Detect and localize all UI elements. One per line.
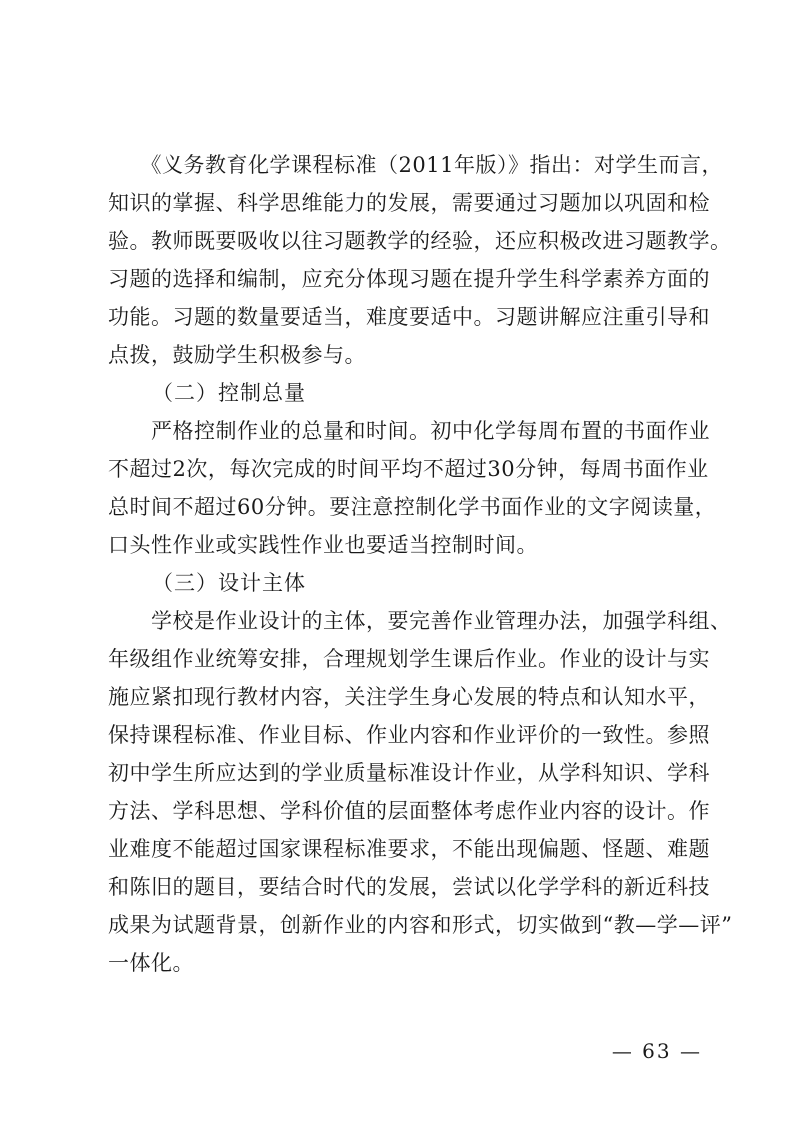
- paragraph-line: 学校是作业设计的主体，要完善作业管理办法，加强学科组、: [108, 609, 732, 633]
- paragraph-line: 和陈旧的题目，要结合时代的发展，尝试以化学学科的新近科技: [108, 875, 710, 899]
- paragraph-line: 保持课程标准、作业目标、作业内容和作业评价的一致性。参照: [108, 723, 710, 747]
- paragraph-line: 一体化。: [108, 951, 194, 975]
- paragraph-line: 功能。习题的数量要适当，难度要适中。习题讲解应注重引导和: [108, 305, 710, 329]
- paragraph-line: 不超过2次，每次完成的时间平均不超过30分钟，每周书面作业: [108, 457, 709, 481]
- paragraph-line: 点拨，鼓励学生积极参与。: [108, 343, 366, 367]
- page-number: — 63 —: [611, 1039, 702, 1063]
- paragraph-line: 初中学生所应达到的学业质量标准设计作业，从学科知识、学科: [108, 761, 710, 785]
- paragraph-line: 年级组作业统筹安排，合理规划学生课后作业。作业的设计与实: [108, 647, 710, 671]
- paragraph-line: 验。教师既要吸收以往习题教学的经验，还应积极改进习题教学。: [108, 229, 732, 253]
- paragraph-line: 方法、学科思想、学科价值的层面整体考虑作业内容的设计。作: [108, 799, 710, 823]
- paragraph-line: 总时间不超过60分钟。要注意控制化学书面作业的文字阅读量，: [108, 495, 717, 519]
- section-heading: （三）设计主体: [152, 571, 306, 595]
- paragraph-line: 成果为试题背景，创新作业的内容和形式，切实做到“教—学—评”: [108, 913, 733, 937]
- paragraph-line: 知识的掌握、科学思维能力的发展，需要通过习题加以巩固和检: [108, 191, 710, 215]
- section-heading: （二）控制总量: [152, 381, 306, 405]
- paragraph-line: 严格控制作业的总量和时间。初中化学每周布置的书面作业: [108, 419, 710, 443]
- paragraph-line: 业难度不能超过国家课程标准要求，不能出现偏题、怪题、难题: [108, 837, 710, 861]
- paragraph-line: 习题的选择和编制，应充分体现习题在提升学生科学素养方面的: [108, 267, 710, 291]
- paragraph-line: 口头性作业或实践性作业也要适当控制时间。: [108, 533, 538, 557]
- body-text: [108, 146, 733, 982]
- paragraph-line: 施应紧扣现行教材内容，关注学生身心发展的特点和认知水平，: [108, 685, 710, 709]
- paragraph-line: 《义务教育化学课程标准（2011年版）》指出：对学生而言，: [108, 153, 723, 177]
